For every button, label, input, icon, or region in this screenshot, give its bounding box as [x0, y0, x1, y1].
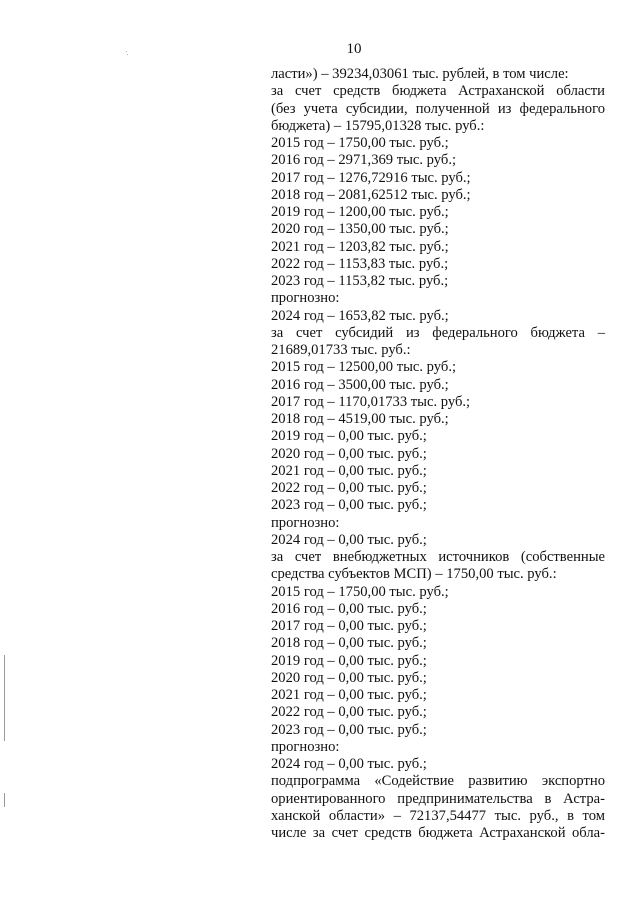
- text-line: 2021 год – 1203,82 тыс. руб.;: [271, 238, 449, 255]
- scan-artifact: [126, 51, 127, 52]
- text-line: 2022 год – 0,00 тыс. руб.;: [271, 704, 427, 721]
- text-line: 2023 год – 0,00 тыс. руб.;: [271, 721, 427, 738]
- text-line: 2016 год – 2971,369 тыс. руб.;: [271, 152, 457, 169]
- text-line: 2023 год – 1153,82 тыс. руб.;: [271, 273, 449, 289]
- text-line: подпрограмма «Содействие развитию экспортно: [271, 773, 605, 790]
- text-line: числе за счет средств бюджета Астраханской обла-: [271, 825, 605, 841]
- text-line: 2015 год – 1750,00 тыс. руб.;: [271, 135, 449, 151]
- text-line: 2024 год – 0,00 тыс. руб.;: [271, 756, 427, 772]
- text-line: 2020 год – 1350,00 тыс. руб.;: [271, 221, 449, 238]
- text-line: ханской области» – 72137,54477 тыс. руб., в том: [271, 807, 605, 824]
- text-line: 2016 год – 0,00 тыс. руб.;: [271, 600, 427, 617]
- text-line: прогнозно:: [271, 290, 340, 307]
- text-line: за счет средств бюджета Астраханской области: [271, 83, 605, 100]
- text-line: 21689,01733 тыс. руб.:: [271, 342, 411, 358]
- text-line: 2022 год – 1153,83 тыс. руб.;: [271, 255, 449, 272]
- text-line: прогнозно:: [271, 514, 340, 531]
- text-line: 2018 год – 2081,62512 тыс. руб.;: [271, 186, 471, 203]
- text-column: [271, 66, 605, 842]
- text-line: 2021 год – 0,00 тыс. руб.;: [271, 462, 427, 479]
- text-line: 2016 год – 3500,00 тыс. руб.;: [271, 376, 449, 393]
- scan-artifact: [127, 54, 128, 55]
- text-line: 2020 год – 0,00 тыс. руб.;: [271, 445, 427, 462]
- text-line: 2019 год – 1200,00 тыс. руб.;: [271, 204, 449, 220]
- text-line: 2022 год – 0,00 тыс. руб.;: [271, 480, 427, 496]
- text-line: 2018 год – 4519,00 тыс. руб.;: [271, 411, 449, 427]
- text-line: 2019 год – 0,00 тыс. руб.;: [271, 428, 427, 445]
- text-line: 2017 год – 0,00 тыс. руб.;: [271, 618, 427, 634]
- text-line: за счет субсидий из федерального бюджета –: [271, 324, 605, 341]
- text-line: 2023 год – 0,00 тыс. руб.;: [271, 497, 427, 514]
- text-line: 2021 год – 0,00 тыс. руб.;: [271, 687, 427, 703]
- text-line: ласти») – 39234,03061 тыс. рублей, в том числе:: [271, 66, 569, 82]
- text-line: (без учета субсидии, полученной из федерального: [271, 100, 605, 117]
- text-line: прогнозно:: [271, 738, 340, 755]
- text-line: бюджета) – 15795,01328 тыс. руб.:: [271, 117, 485, 134]
- text-line: 2015 год – 12500,00 тыс. руб.;: [271, 359, 457, 376]
- text-line: за счет внебюджетных источников (собственные: [271, 549, 605, 565]
- text-line: 2017 год – 1170,01733 тыс. руб.;: [271, 393, 471, 410]
- page-number: 10: [346, 41, 362, 57]
- scan-artifact: [4, 655, 5, 741]
- text-line: 2024 год – 1653,82 тыс. руб.;: [271, 307, 449, 324]
- text-line: средства субъектов МСП) – 1750,00 тыс. руб.:: [271, 566, 557, 583]
- text-line: 2018 год – 0,00 тыс. руб.;: [271, 635, 427, 652]
- text-line: 2019 год – 0,00 тыс. руб.;: [271, 652, 427, 669]
- text-line: 2020 год – 0,00 тыс. руб.;: [271, 669, 427, 686]
- text-line: 2017 год – 1276,72916 тыс. руб.;: [271, 169, 471, 186]
- text-line: ориентированного предпринимательства в Астра-: [271, 790, 605, 807]
- text-line: 2015 год – 1750,00 тыс. руб.;: [271, 583, 449, 600]
- text-line: 2024 год – 0,00 тыс. руб.;: [271, 531, 427, 548]
- scan-artifact: [4, 793, 5, 807]
